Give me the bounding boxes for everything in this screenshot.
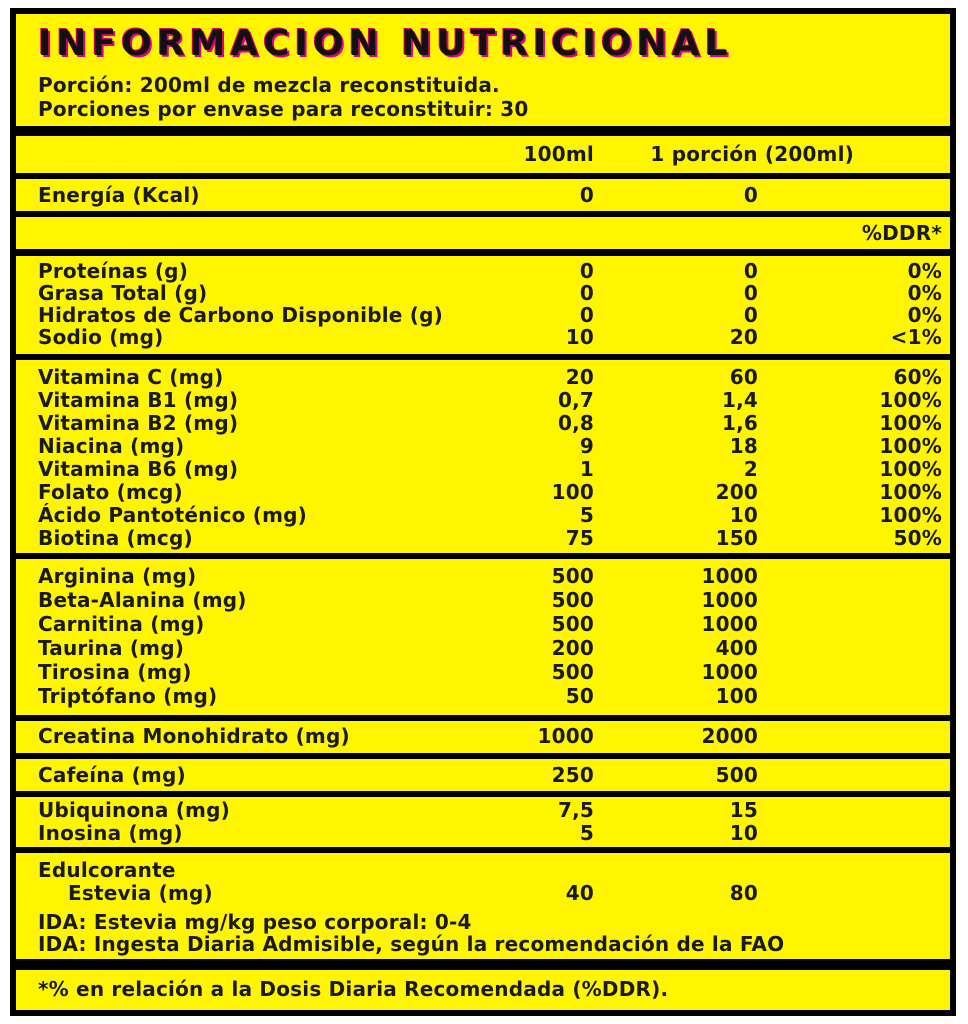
per-serving-value: 1000 (701, 564, 758, 588)
per-serving-value: 10 (729, 821, 758, 845)
nutrient-label: Creatina Monohidrato (mg) (38, 724, 350, 748)
per100-value: 500 (551, 612, 594, 636)
macros-section (16, 256, 950, 354)
per100-value: 9 (579, 434, 594, 458)
nutrition-panel (10, 8, 956, 1016)
per100-value: 40 (565, 881, 594, 905)
ddr-header-section (16, 217, 950, 249)
per-serving-value: 150 (715, 526, 758, 550)
ddr-value: 100% (879, 388, 942, 412)
per-serving-value: 1000 (701, 612, 758, 636)
energy-section (16, 179, 950, 211)
nutrient-label: Triptófano (mg) (38, 684, 218, 708)
per-serving-value: 200 (715, 480, 758, 504)
ddr-value: 100% (879, 457, 942, 481)
table-row (16, 725, 950, 748)
table-row (16, 764, 950, 787)
per100-value: 20 (565, 365, 594, 389)
table-row (16, 822, 950, 845)
per100-value: 75 (565, 526, 594, 550)
table-row (16, 504, 950, 527)
col-header-ddr: %DDR* (861, 221, 942, 245)
per100-value: 500 (551, 564, 594, 588)
energy-per-serving: 0 (743, 183, 758, 207)
nutrient-label: Ubiquinona (mg) (38, 798, 230, 822)
table-row (16, 326, 950, 349)
ddr-value: 0% (907, 281, 942, 305)
per-serving-value: 10 (729, 503, 758, 527)
vitamins-section (16, 360, 950, 553)
table-row (16, 637, 950, 660)
energy-label: Energía (Kcal) (38, 183, 200, 207)
table-row (16, 527, 950, 550)
per100-value: 1000 (537, 724, 594, 748)
table-row (16, 661, 950, 684)
ddr-value: 100% (879, 411, 942, 435)
nutrient-label: Proteínas (g) (38, 259, 189, 283)
per100-value: 0 (579, 281, 594, 305)
nutrient-label: Folato (mcg) (38, 480, 183, 504)
ida-note-definition: IDA: Ingesta Diaria Admisible, según la recomendación de la FAO (38, 932, 785, 956)
servings-per-pack: Porciones por envase para reconstituir: 30 (38, 97, 529, 121)
footnote-section (16, 970, 950, 1010)
sweetener-section (16, 853, 950, 959)
per100-value: 500 (551, 588, 594, 612)
table-row (16, 481, 950, 504)
ddr-value: 0% (907, 303, 942, 327)
panel-title: INFORMACION NUTRICIONAL (38, 23, 733, 64)
per-serving-value: 1000 (701, 588, 758, 612)
per100-value: 250 (551, 763, 594, 787)
nutrient-label: Inosina (mg) (38, 821, 183, 845)
creatine-section (16, 721, 950, 753)
table-row (16, 389, 950, 412)
table-row (16, 366, 950, 389)
per-serving-value: 0 (743, 303, 758, 327)
ddr-value: 0% (907, 259, 942, 283)
per100-value: 5 (579, 821, 594, 845)
others-section (16, 797, 950, 847)
nutrient-label: Arginina (mg) (38, 564, 197, 588)
per100-value: 7,5 (557, 798, 594, 822)
nutrient-label: Biotina (mcg) (38, 526, 193, 550)
per100-value: 0,8 (557, 411, 594, 435)
per100-value: 1 (579, 457, 594, 481)
sweetener-heading: Edulcorante (38, 858, 176, 882)
table-row (16, 458, 950, 481)
nutrient-label: Hidratos de Carbono Disponible (g) (38, 303, 443, 327)
per-serving-value: 20 (729, 325, 758, 349)
caffeine-section (16, 759, 950, 791)
nutrient-label: Sodio (mg) (38, 325, 164, 349)
table-row (16, 304, 950, 327)
per-serving-value: 1,4 (721, 388, 758, 412)
per-serving-value: 500 (715, 763, 758, 787)
column-header-section (16, 136, 950, 173)
table-row (16, 412, 950, 435)
ida-note-stevia: IDA: Estevia mg/kg peso corporal: 0-4 (38, 910, 472, 934)
per-serving-value: 1000 (701, 660, 758, 684)
per100-value: 0 (579, 303, 594, 327)
nutrient-label: Vitamina C (mg) (38, 365, 224, 389)
ddr-value: 100% (879, 480, 942, 504)
nutrient-label: Carnitina (mg) (38, 612, 205, 636)
serving-size: Porción: 200ml de mezcla reconstituida. (38, 73, 500, 97)
ddr-value: <1% (890, 325, 942, 349)
per100-value: 0 (579, 259, 594, 283)
per100-value: 500 (551, 660, 594, 684)
per-serving-value: 0 (743, 259, 758, 283)
table-row (16, 613, 950, 636)
table-row (16, 589, 950, 612)
per-serving-value: 0 (743, 281, 758, 305)
per100-value: 10 (565, 325, 594, 349)
per100-value: 200 (551, 636, 594, 660)
nutrient-label: Niacina (mg) (38, 434, 185, 458)
per100-value: 50 (565, 684, 594, 708)
table-row (16, 882, 950, 905)
table-row (16, 260, 950, 283)
table-row (16, 799, 950, 822)
table-row (16, 282, 950, 305)
per100-value: 100 (551, 480, 594, 504)
per-serving-value: 15 (729, 798, 758, 822)
nutrient-label: Estevia (mg) (68, 881, 213, 905)
per-serving-value: 60 (729, 365, 758, 389)
table-row (16, 435, 950, 458)
nutrient-label: Ácido Pantoténico (mg) (38, 503, 307, 527)
ddr-value: 60% (893, 365, 942, 389)
nutrient-label: Taurina (mg) (38, 636, 185, 660)
per-serving-value: 2000 (701, 724, 758, 748)
col-header-serving: 1 porción (200ml) (650, 142, 854, 166)
nutrient-label: Vitamina B2 (mg) (38, 411, 239, 435)
nutrient-label: Cafeína (mg) (38, 763, 186, 787)
ddr-value: 50% (893, 526, 942, 550)
aminoacids-section (16, 559, 950, 715)
ddr-footnote: *% en relación a la Dosis Diaria Recomendada (%DDR). (38, 977, 669, 1001)
per100-value: 0,7 (557, 388, 594, 412)
table-row (16, 685, 950, 708)
per-serving-value: 400 (715, 636, 758, 660)
ddr-value: 100% (879, 434, 942, 458)
nutrient-label: Beta-Alanina (mg) (38, 588, 247, 612)
nutrient-label: Vitamina B1 (mg) (38, 388, 239, 412)
nutrient-label: Tirosina (mg) (38, 660, 192, 684)
header-section (16, 14, 950, 126)
nutrient-label: Grasa Total (g) (38, 281, 208, 305)
table-row (16, 565, 950, 588)
per-serving-value: 100 (715, 684, 758, 708)
per-serving-value: 2 (743, 457, 758, 481)
energy-per100: 0 (579, 183, 594, 207)
per-serving-value: 80 (729, 881, 758, 905)
ddr-value: 100% (879, 503, 942, 527)
nutrient-label: Vitamina B6 (mg) (38, 457, 239, 481)
per-serving-value: 1,6 (721, 411, 758, 435)
per-serving-value: 18 (729, 434, 758, 458)
col-header-100ml: 100ml (523, 142, 594, 166)
per100-value: 5 (579, 503, 594, 527)
